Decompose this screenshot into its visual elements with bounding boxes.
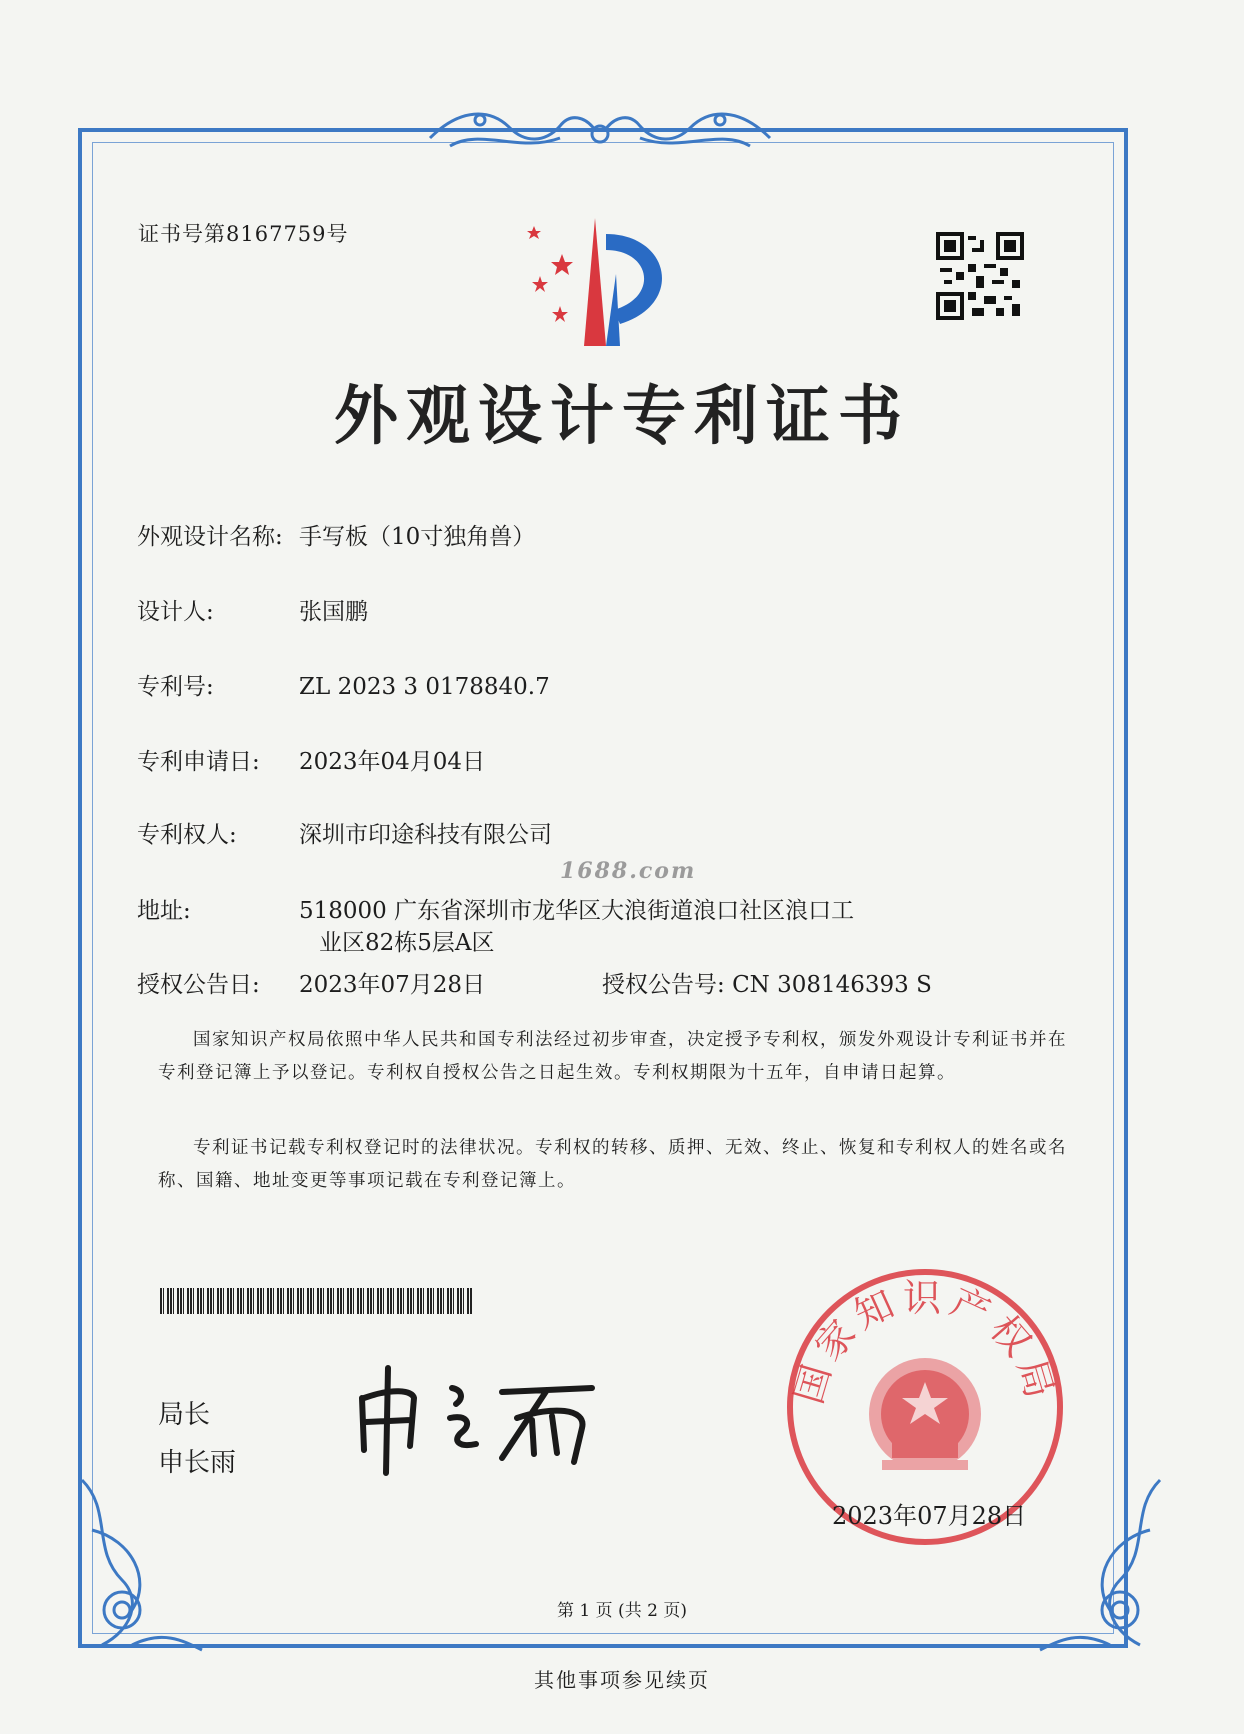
- address-line2: 业区82栋5层A区: [319, 930, 495, 956]
- designer-value: 张国鹏: [299, 599, 368, 625]
- signatory-title: 局长: [158, 1400, 211, 1430]
- address-label: 地址:: [137, 898, 191, 924]
- design-name-label: 外观设计名称:: [137, 524, 283, 550]
- qr-code: [936, 232, 1024, 320]
- announcement-date-label: 授权公告日:: [137, 972, 260, 998]
- footer-note: 其他事项参见续页: [534, 1668, 710, 1692]
- cnipa-logo: [510, 214, 700, 354]
- certificate-number: 证书号第8167759号: [138, 222, 349, 246]
- announcement-date-row: [137, 966, 485, 999]
- filing-date-value: 2023年04月04日: [299, 749, 486, 775]
- announcement-number-row: [602, 966, 932, 999]
- patent-number-label: 专利号:: [137, 674, 214, 700]
- address-line1: 518000 广东省深圳市龙华区大浪街道浪口社区浪口工: [299, 898, 855, 924]
- signature: [352, 1358, 622, 1478]
- filing-date-label: 专利申请日:: [137, 749, 260, 775]
- certificate-title: 外观设计专利证书: [334, 379, 910, 454]
- legal-status-paragraph: 专利证书记载专利权登记时的法律状况。专利权的转移、质押、无效、终止、恢复和专利权人的姓名或名称、国籍、地址变更等事项记载在专利登记簿上。: [158, 1138, 1067, 1191]
- designer-label: 设计人:: [137, 599, 214, 625]
- barcode: [160, 1288, 472, 1314]
- patentee-label: 专利权人:: [137, 822, 237, 848]
- design-name-value: 手写板（10寸独角兽）: [299, 524, 536, 550]
- page-number: 第 1 页 (共 2 页): [557, 1601, 687, 1621]
- design-name-row: [137, 518, 535, 551]
- signatory-name: 申长雨: [158, 1448, 237, 1478]
- top-ornament: [420, 98, 780, 158]
- filing-date-row: [137, 743, 485, 776]
- announcement-number-value: CN 308146393 S: [732, 972, 932, 998]
- announcement-number-label: 授权公告号:: [602, 972, 725, 998]
- patentee-value: 深圳市印途科技有限公司: [299, 822, 552, 848]
- patent-number-value: ZL 2023 3 0178840.7: [299, 674, 550, 700]
- grant-paragraph: 国家知识产权局依照中华人民共和国专利法经过初步审查，决定授予专利权，颁发外观设计专利证书并在专利登记簿上予以登记。专利权自授权公告之日起生效。专利权期限为十五年，自申请日起算。: [158, 1030, 1067, 1083]
- patentee-row: [137, 816, 552, 849]
- announcement-date-value: 2023年07月28日: [299, 972, 486, 998]
- address-row: [137, 892, 854, 925]
- seal-text: 国家知识产权局: [786, 1276, 1064, 1409]
- bottom-left-ornament: [72, 1470, 212, 1660]
- seal-date: 2023年07月28日: [832, 1502, 1027, 1530]
- site-watermark: 1688.com: [560, 858, 697, 884]
- patent-number-row: [137, 668, 550, 701]
- designer-row: [137, 593, 368, 626]
